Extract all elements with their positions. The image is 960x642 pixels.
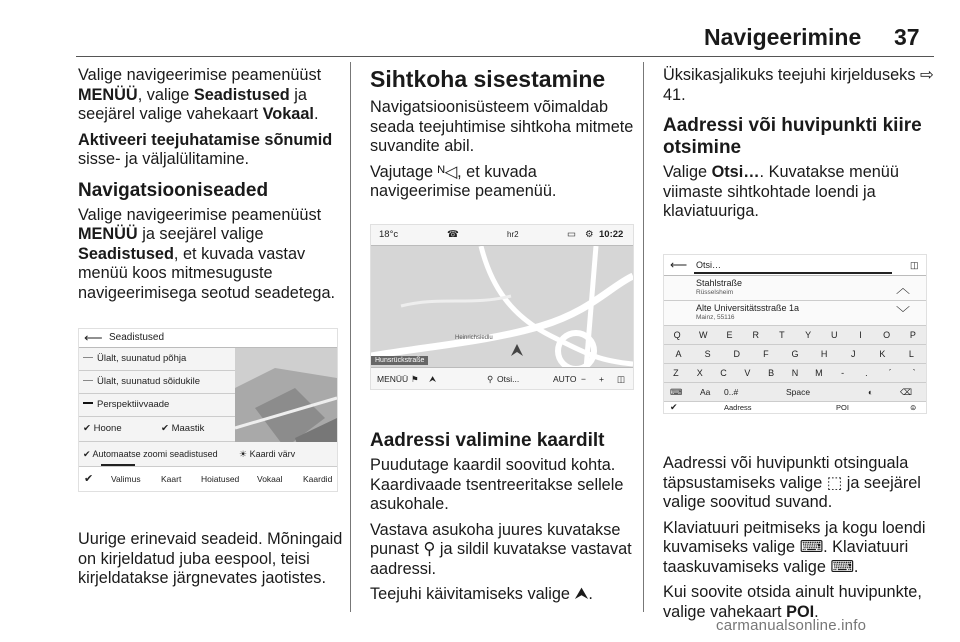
zoom-in-icon[interactable]: +: [599, 374, 604, 384]
keyboard-row-3: [664, 364, 926, 383]
paragraph-search: Valige Otsi…. Kuvatakse menüü viimaste sihtkohtade loendi ja klaviatuuriga.: [663, 163, 899, 220]
paragraph-poi: Kui soovite otsida ainult huvipunkte, valige vahekaart POI.: [663, 583, 922, 621]
route-name: hr2: [507, 230, 519, 239]
result-item-2[interactable]: Alte Universitätsstraße 1a Mainz, 55116 ﹀: [664, 301, 926, 326]
tab-vokaal[interactable]: Vokaal: [257, 474, 283, 484]
filter-icon[interactable]: ◫: [910, 260, 919, 270]
map-canvas[interactable]: [371, 246, 633, 369]
page-header-title: Navigeerimine: [704, 24, 862, 50]
backspace-icon[interactable]: ⌫: [900, 387, 913, 397]
paragraph-explore: Uurige erinevaid seadeid. Mõningaid on kirjeldatud juba eespool, teisi kirjeldatakse järgnevates jaotistes.: [78, 530, 343, 587]
key[interactable]: U: [831, 330, 838, 340]
chevron-down-icon[interactable]: ﹀: [896, 305, 910, 321]
key[interactable]: `: [912, 368, 916, 378]
tab-valimus[interactable]: Valimus: [111, 474, 141, 484]
settings-row-1[interactable]: Ülalt, suunatud põhja: [79, 348, 235, 371]
search-button[interactable]: Otsi...: [497, 374, 520, 384]
key[interactable]: -: [841, 368, 845, 378]
column-3-bottom: [663, 454, 935, 628]
key[interactable]: C: [720, 368, 727, 378]
sun-icon: ☀: [239, 449, 250, 459]
map-color-button[interactable]: ☀ Kaardi värv: [235, 442, 337, 467]
key[interactable]: J: [850, 349, 856, 359]
tab-hoiatused[interactable]: Hoiatused: [201, 474, 240, 484]
confirm-check-icon[interactable]: ✔: [670, 402, 678, 412]
case-key[interactable]: Aa: [700, 387, 711, 397]
key[interactable]: S: [704, 349, 711, 359]
key[interactable]: Q: [673, 330, 681, 340]
screen-icon: ▭: [567, 229, 576, 240]
key[interactable]: I: [859, 330, 862, 340]
numbers-key[interactable]: 0..#: [724, 387, 739, 397]
temperature: 18°c: [379, 229, 399, 240]
search-icon: ⚲: [487, 374, 494, 384]
key[interactable]: F: [763, 349, 769, 359]
key[interactable]: W: [699, 330, 708, 340]
column-3: [663, 66, 935, 228]
key[interactable]: P: [909, 330, 916, 340]
language-icon[interactable]: ◐: [868, 387, 874, 397]
place-label: Heinrichsiedlu: [455, 335, 493, 341]
paragraph-vocal: Valige navigeerimise peamenüüst MENÜÜ, valige Seadistused ja seejärel valige vahekaart Vokaal.: [78, 66, 322, 123]
nav-arrow-icon[interactable]: ⮝: [429, 374, 437, 384]
key[interactable]: X: [696, 368, 703, 378]
key[interactable]: B: [768, 368, 775, 378]
key[interactable]: M: [815, 368, 823, 378]
flag-icon[interactable]: ⚑: [411, 374, 419, 384]
result-item-1[interactable]: Stahlstraße Rüsselsheim ︿: [664, 276, 926, 301]
key[interactable]: T: [779, 330, 785, 340]
heading-map-address: Aadressi valimine kaardilt: [370, 430, 605, 451]
tab-kaart[interactable]: Kaart: [161, 474, 182, 484]
key[interactable]: ´: [888, 368, 892, 378]
heading-quick-search: Aadressi või huvipunkti kiire otsimine: [663, 115, 922, 158]
confirm-check-icon[interactable]: ✔: [84, 473, 94, 485]
map-screen-image: [370, 224, 634, 390]
back-arrow-icon[interactable]: ⟵: [670, 258, 688, 272]
keyboard-screen-image: [663, 254, 927, 414]
keyboard-row-2: [664, 345, 926, 364]
paragraph-red-pin: Vastava asukoha juures kuvatakse punast ⚲ ja sildil kuvatakse vastavat aadressi.: [370, 520, 632, 578]
filter-list-icon[interactable]: ⊜: [910, 403, 917, 412]
paragraph-refine: Aadressi või huvipunkti otsinguala täpsustamiseks valige ⬚ ja seejärel valige soovitud suvand.: [663, 454, 921, 511]
zoom-out-icon[interactable]: −: [581, 374, 586, 384]
menu-button[interactable]: MENÜÜ: [377, 374, 409, 384]
key[interactable]: .: [865, 368, 868, 378]
key[interactable]: G: [791, 349, 799, 359]
settings-row-checks: [79, 417, 235, 442]
paragraph-guidance-ref: Üksikasjalikuks teejuhi kirjelduseks ⇨ 41.: [663, 66, 934, 104]
key[interactable]: N: [791, 368, 799, 378]
tab-address[interactable]: Aadress: [724, 403, 752, 412]
key[interactable]: A: [675, 349, 682, 359]
building-checkbox[interactable]: ✔ Hoone: [83, 423, 122, 434]
phone-icon: ☎: [447, 229, 459, 240]
keyboard-icon[interactable]: ⌨: [670, 387, 683, 397]
heading-destination: Sihtkoha sisestamine: [370, 66, 606, 92]
key[interactable]: O: [883, 330, 891, 340]
column-2: [370, 66, 634, 208]
layers-icon[interactable]: ◫: [617, 374, 626, 384]
key[interactable]: Z: [673, 368, 679, 378]
keyboard-row-1: [664, 326, 926, 345]
column-divider-1: [350, 62, 351, 612]
paragraph-destination: Navigatsioonisüsteem võimaldab seada teejuhtimise sihtkoha mitmete suvandite abil.: [370, 98, 634, 155]
column-1: [78, 66, 344, 309]
key[interactable]: Y: [805, 330, 812, 340]
back-arrow-icon: ⟵: [84, 330, 103, 345]
key[interactable]: H: [820, 349, 828, 359]
page-number: 37: [894, 24, 920, 50]
settings-row-3[interactable]: Perspektiivvaade: [79, 394, 235, 417]
key[interactable]: K: [879, 349, 886, 359]
settings-tab-bar: [79, 467, 337, 491]
paragraph-guidance: Aktiveeri teejuhatamise sõnumid sisse- ja väljalülitamine.: [78, 130, 333, 168]
key[interactable]: V: [744, 368, 751, 378]
settings-row-zoom[interactable]: ✔ Automaatse zoomi seadistused: [79, 442, 235, 467]
paragraph-settings: Valige navigeerimise peamenüüst MENÜÜ ja seejärel valige Seadistused, et kuvada vastav menüü koos mitmesuguste navigeerimisega seotud seadetega.: [78, 205, 336, 302]
chevron-up-icon[interactable]: ︿: [896, 280, 910, 296]
paragraph-start-guidance: Teejuhi käivitamiseks valige ⮝.: [370, 585, 593, 603]
paragraph-tap-map: Puudutage kaardil soovitud kohta. Kaardivaade tsentreeritakse sellele asukohale.: [370, 456, 624, 513]
settings-screen-image: [78, 328, 338, 492]
tab-kaardid[interactable]: Kaardid: [303, 474, 333, 484]
space-key[interactable]: Space: [786, 387, 811, 397]
column-1-bottom: [78, 530, 344, 595]
settings-title: Seadistused: [109, 332, 165, 343]
clock-time: 10:22: [599, 229, 624, 240]
tab-poi[interactable]: POI: [836, 403, 849, 412]
heading-nav-settings: Navigatsiooniseaded: [78, 179, 269, 201]
key[interactable]: D: [733, 349, 741, 359]
column-2-bottom: [370, 430, 634, 611]
key[interactable]: R: [752, 330, 759, 340]
terrain-checkbox[interactable]: ✔ Maastik: [161, 423, 205, 434]
keyboard-row-4: [664, 383, 926, 402]
header-rule: [76, 56, 934, 57]
street-label: Hunsrückstraße: [371, 356, 428, 365]
column-divider-2: [643, 62, 644, 612]
paragraph-press-nav: Vajutage ᴺ◁, et kuvada navigeerimise peamenüü.: [370, 162, 557, 200]
paragraph-keyboard-hide: Klaviatuuri peitmiseks ja kogu loendi kuvamiseks valige ⌨. Klaviatuuri taaskuvamiseks valige ⌨.: [663, 518, 926, 576]
key[interactable]: L: [908, 349, 914, 359]
gear-icon[interactable]: ⚙: [585, 229, 594, 240]
settings-row-2[interactable]: Ülalt, suunatud sõidukile: [79, 371, 235, 394]
footer-watermark: carmanualsonline.info: [716, 617, 867, 634]
auto-zoom-button[interactable]: AUTO: [553, 374, 577, 384]
key[interactable]: E: [726, 330, 733, 340]
search-input[interactable]: Otsi…: [696, 260, 722, 270]
